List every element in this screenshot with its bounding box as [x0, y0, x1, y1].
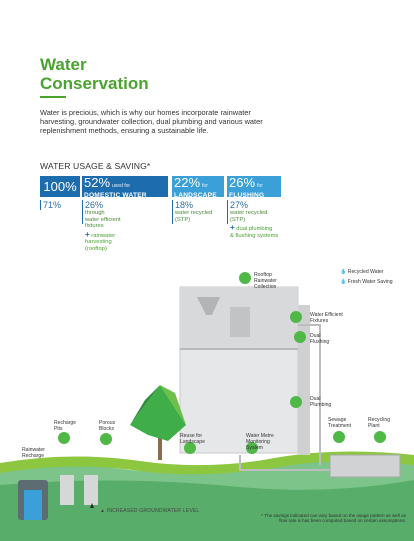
legend-recycled-label: Recycled Water: [347, 269, 384, 275]
savings-total-pct: 71%: [43, 200, 62, 210]
label-sewage-l2: Treatment: [328, 423, 352, 429]
droplet-icon: 💧: [340, 269, 347, 275]
page-title: [40, 55, 240, 93]
label-reuse: [180, 433, 205, 445]
usage-flushing: [227, 176, 281, 197]
label-fixtures: [310, 312, 343, 324]
recharge-marker: [58, 432, 70, 444]
label-meter-l3: System: [246, 445, 263, 451]
flushing-marker: [294, 331, 306, 343]
title-underline: [40, 96, 66, 98]
label-dual-plumbing-l1: Dual: [310, 396, 321, 402]
label-recharge-pits: [54, 420, 76, 432]
title-line-1: Water: [40, 55, 87, 74]
label-rooftop-l1: Rooftop: [254, 272, 272, 278]
usage-domestic-small: used for: [112, 183, 131, 189]
label-meter-l2: Monitoring: [246, 439, 270, 445]
title-line-2: Conservation: [40, 74, 149, 93]
label-rainwater-recharge-l2: Recharge: [22, 453, 45, 459]
label-porous: [99, 420, 115, 432]
savings-landscape-pct: 18%: [175, 200, 194, 210]
usage-total-pct: 100%: [43, 179, 77, 194]
treatment-tank: [330, 455, 400, 477]
section-title: WATER USAGE & SAVING*: [40, 161, 151, 171]
label-fixtures-l1: Water Efficient: [310, 312, 343, 318]
savings-domestic-line1: through: [85, 210, 105, 216]
label-rooftop-l2: Rainwater: [254, 278, 277, 284]
label-rainwater-recharge-l1: Rainwater: [22, 447, 45, 453]
savings-flushing-add1: dual plumbing: [236, 226, 273, 233]
label-reuse-l2: Landscape: [180, 439, 205, 445]
label-recycling: [368, 417, 390, 429]
savings-total: [43, 200, 61, 210]
label-reuse-l1: Reuse for: [180, 433, 203, 439]
savings-domestic: [85, 200, 165, 253]
recharge-pit: [60, 475, 74, 505]
savings-flushing: [230, 200, 290, 239]
savings-domestic-line3: fixtures: [85, 223, 104, 230]
usage-domestic: [82, 176, 168, 197]
building-side: [298, 305, 310, 455]
plus-icon: +: [230, 223, 235, 233]
label-porous-l1: Porous: [99, 420, 116, 426]
savings-divider-domestic: [82, 200, 83, 224]
usage-landscape-small: for: [202, 183, 208, 189]
label-porous-l2: Blocks: [99, 426, 115, 432]
usage-flushing-pct: 26%: [229, 176, 256, 190]
savings-domestic-add1: rainwater: [91, 232, 116, 239]
savings-divider-flushing: [227, 200, 228, 224]
label-sewage: [328, 417, 351, 429]
plus-icon: +: [85, 229, 90, 239]
savings-domestic-line2: water efficient: [85, 216, 121, 223]
savings-flushing-pct: 27%: [230, 200, 249, 210]
label-recharge-pits-l2: Pits: [54, 426, 63, 432]
usage-total: [40, 176, 80, 197]
usage-landscape-pct: 22%: [174, 176, 201, 190]
label-rooftop: [254, 272, 277, 290]
groundwater-label: [100, 508, 199, 514]
savings-landscape-line2: (STP): [175, 216, 191, 223]
label-dual-flushing-l2: Flushing: [310, 339, 330, 345]
label-fixtures-l2: Fixtures: [310, 318, 329, 324]
rooftop-icon: [239, 272, 251, 284]
savings-landscape: [175, 200, 225, 223]
usage-flushing-label: FLUSHING: [229, 192, 265, 197]
legend-fresh-label: Fresh Water Saving: [347, 279, 393, 285]
label-meter-l1: Water Metre: [246, 433, 274, 439]
label-dual-plumbing: [310, 396, 331, 408]
savings-flushing-line1: water recycled: [230, 210, 268, 216]
savings-domestic-add2: harvesting: [85, 239, 112, 246]
label-meter: [246, 433, 274, 451]
savings-divider-total: [40, 200, 41, 210]
label-dual-flushing-l1: Dual: [310, 333, 321, 339]
savings-flushing-line2: (STP): [230, 216, 246, 223]
recycling-marker: [374, 431, 386, 443]
cabinet-shape: [230, 307, 250, 337]
label-dual-flushing: [310, 333, 329, 345]
label-sewage-l1: Sewage: [328, 417, 347, 423]
groundwater-text: INCREASED GROUNDWATER LEVEL: [106, 508, 200, 514]
savings-landscape-line1: water recycled: [175, 210, 213, 216]
footnote: * The savings indicated can vary based on the usage pattern as well as flow rate & has been computed based on certain assumptions.: [261, 513, 406, 524]
usage-flushing-small: for: [257, 183, 263, 189]
sewage-marker: [333, 431, 345, 443]
usage-landscape: [172, 176, 224, 197]
savings-divider-landscape: [172, 200, 173, 224]
recharge-water: [24, 490, 42, 520]
label-recycling-l1: Recycling: [368, 417, 391, 423]
droplet-icon: 💧: [340, 279, 347, 285]
label-recycling-l2: Plant: [368, 423, 380, 429]
label-rainwater-recharge: [22, 447, 45, 459]
label-rooftop-l3: Collection: [254, 284, 277, 290]
plumbing-marker: [290, 396, 302, 408]
label-dual-plumbing-l2: Plumbing: [310, 402, 332, 408]
usage-domestic-label: DOMESTIC WATER: [84, 192, 147, 197]
fixture-marker: [290, 311, 302, 323]
usage-landscape-label: LANDSCAPE: [174, 192, 217, 197]
porous-marker: [100, 433, 112, 445]
label-recharge-pits-l1: Recharge: [54, 420, 77, 426]
recharge-pit: [84, 475, 98, 505]
savings-domestic-pct: 26%: [85, 200, 104, 210]
usage-domestic-pct: 52%: [84, 176, 111, 190]
water-cycle-illustration: [0, 265, 414, 541]
intro-paragraph: Water is precious, which is why our homes incorporate rainwater harvesting, groundwater collection, dual plumbing and various water replenishment methods, ensuring a sustainable life.: [40, 108, 263, 136]
up-arrow-icon: ▲: [100, 508, 106, 514]
savings-domestic-add3: (rooftop): [85, 245, 107, 252]
savings-flushing-add2: & flushing systems: [230, 232, 279, 239]
